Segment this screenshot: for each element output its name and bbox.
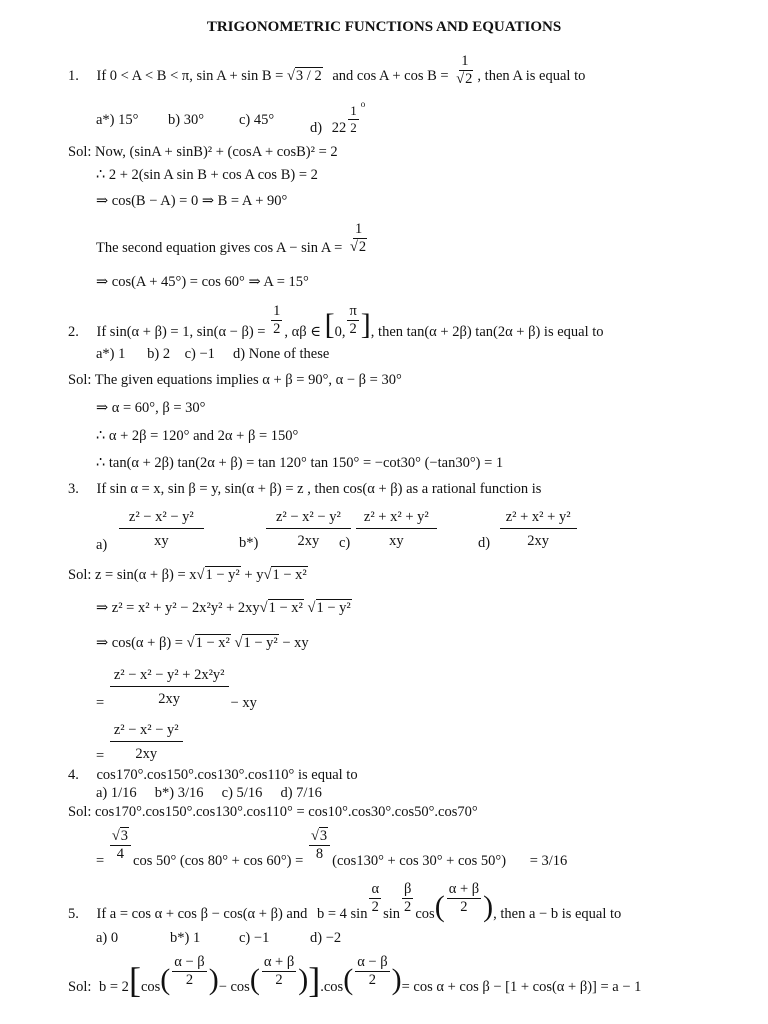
q4-line: 4. cos170°.cos150°.cos130°.cos110° is equal to [68,767,358,783]
q3-option-c: c) $\frac{\text{z² + x² + y²}}{xy}$ [339,510,439,549]
q2-solution-line-4: ∴ tan(α + 2β) tan(2α + β) = tan 120° tan 150° = −cot30° (−tan30°) = 1 [96,455,504,471]
q1-options [96,112,275,128]
q1-solution-line-5: ⇒ cos(A + 45°) = cos 60° ⇒ A = 15° [96,274,309,290]
q4-solution-line-2: = $\frac{√3}{4}$ cos 50° (cos 80° + cos 60°) = $\frac{√3}{8}$ (cos130° + cos 30° + cos 50°) = 3/16 [96,828,568,870]
q1-number: 1. [68,68,79,85]
q5-options [96,930,342,946]
q2-solution-line-2: ⇒ α = 60°, β = 30° [96,400,206,416]
q2-number: 2. [68,324,79,341]
q1-option-d: d) 22 $\frac{1}{2}$ $^o$ [310,98,366,137]
q3-option-a: a) $\frac{\text{z² − x² − y²}}{xy}$ [96,510,206,549]
q4-solution-line-1: Sol: cos170°.cos150°.cos130°.cos110° = cos10°.cos30°.cos50°.cos70° [68,804,478,820]
q4-number: 4. [68,767,79,783]
q1-solution-line-3: ⇒ cos(B − A) = 0 ⇒ B = A + 90° [96,193,288,209]
q5-option-d: d) −2 [310,930,342,946]
q1-option-b: b) 30° [168,112,205,128]
q5-option-a: a) 0 [96,930,119,946]
q1-option-a: a*) 15° [96,112,139,128]
q3-option-b: b*) $\frac{\text{z² − x² − y²}}{2xy}$ [239,510,353,549]
q2-solution-line-1: Sol: The given equations implies α + β = 90°, α − β = 30° [68,372,402,388]
q5-option-b: b*) 1 [170,930,201,946]
q3-option-d: d) $\frac{\text{z² + x² + y²}}{2xy}$ [478,510,579,549]
q1-fraction: $\frac{1}{√2}$ [456,53,473,88]
q5-solution-line-1: Sol: b = 2[cos( $\frac{\alpha - \beta}{2}$ )− cos( $\frac{\alpha + \beta}{2}$ )].cos( $\frac{\alpha - \beta}{2}$ )= cos α + cos β − [1 + cos(α + β)] = a − 1 [68,954,642,1000]
q1-solution-line-1: Sol: Now, (sinA + sinB)² + (cosA + cosB)² = 2 [68,144,338,160]
q3-solution-line-3: ⇒ cos(α + β) = √1 − x² √1 − y² − xy [96,635,309,651]
q1-solution-line-4: The second equation gives cos A − sin A = $\frac{1}{√2}$ [96,221,367,257]
q3-solution-line-1: Sol: z = sin(α + β) = x√1 − y² + y√1 − x² [68,567,307,583]
q3-solution-line-2: ⇒ z² = x² + y² − 2x²y² + 2xy√1 − x² √1 − y² [96,600,351,616]
q1-option-c: c) 45° [239,112,275,128]
q5-number: 5. [68,906,79,923]
q5-option-c: c) −1 [239,930,270,946]
q4-options: a) 1/16 b*) 3/16 c) 5/16 d) 7/16 [96,785,322,801]
page-title: TRIGONOMETRIC FUNCTIONS AND EQUATIONS [206,19,562,35]
q3-solution-line-4: = $\frac{\text{z² − x² − y² + 2x²y²}}{2xy}$ − xy [96,667,257,712]
q2-line: 2. If sin(α + β) = 1, sin(α − β) = $\frac{1}{2}$ , αβ ∈ [0, $\frac{\pi}{2}$ ], then tan(α + 2β) tan(2α + β) is equal to [68,303,604,342]
q2-options: a*) 1 b) 2 c) −1 d) None of these [96,346,330,362]
q1-solution-line-2: ∴ 2 + 2(sin A sin B + cos A cos B) = 2 [96,167,318,183]
q5-line: 5. If a = cos α + cos β − cos(α + β) and b = 4 sin $\frac{\alpha}{2}$ sin $\frac{\beta}{2}$ cos( $\frac{\alpha + \beta}{2}$ ), then a − b is equal to [68,881,622,924]
q2-solution-line-3: ∴ α + 2β = 120° and 2α + β = 150° [96,428,299,444]
q1-line: 1. If 0 < A < B < π, sin A + sin B = √3 / 2 and cos A + cos B = $\frac{1}{√2}$ , then A is equal to [68,53,586,88]
q3-line: 3. If sin α = x, sin β = y, sin(α + β) = z , then cos(α + β) as a rational function is [68,481,542,497]
q3-solution-line-5: = $\frac{\text{z² − x² − y²}}{2xy}$ [96,723,185,762]
q3-number: 3. [68,481,79,497]
